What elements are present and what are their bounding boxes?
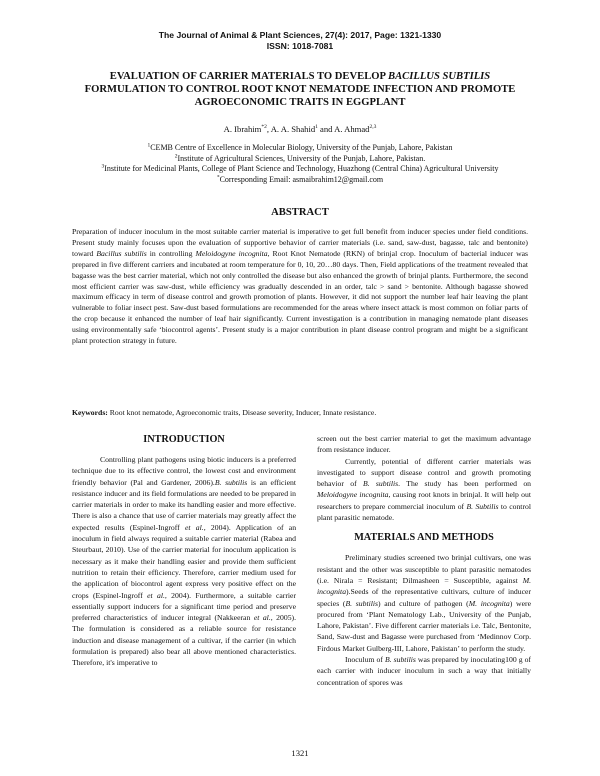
title-part-2: FORMULATION TO CONTROL ROOT KNOT NEMATODE INFECTION AND PROMOTE AGROECONOMIC TRAITS IN EGGPLANT <box>84 84 516 108</box>
intro-italic-4: et al., <box>253 613 273 623</box>
affiliation-1-text: CEMB Centre of Excellence in Molecular Biology, University of the Punjab, Lahore, Pakistan <box>150 143 453 152</box>
author-1: A. Ibrahim <box>223 124 262 134</box>
keywords-text: Root knot nematode, Agroeconomic traits, Disease severity, Inducer, Innate resistance. <box>109 408 377 417</box>
intro-text-5: 2005). The formulation is considered as a reliable source for resistance induction and disease management of a cultivar, if the carrier (in which formulation is prepared) also bear all above mentioned characteristics. Therefore, it's imperative to <box>72 613 297 668</box>
keywords <box>72 408 528 417</box>
journal-citation: The Journal of Animal & Plant Sciences, 27(4): 2017, Page: 1321-1330 <box>158 30 442 40</box>
affiliation-3 <box>40 164 560 175</box>
intro-italic-3: et al., <box>147 590 167 600</box>
corresponding-text: Corresponding Email: asmaibrahim12@gmail.com <box>219 174 384 184</box>
intro-italic-2: et al., <box>184 522 206 532</box>
methods2-text-2: was prepared by inoculating100 g of each carrier with inducer inoculum in such a way that initially concentration of spores was <box>317 655 531 687</box>
intro2-italic-2: Meloidogyne incognita <box>317 490 389 500</box>
author-list <box>0 124 600 134</box>
corresponding-sup: * <box>216 174 220 181</box>
intro-continuation: screen out the best carrier material to get the maximum advantage from resistance inducer. <box>317 434 531 455</box>
introduction-paragraph <box>72 454 296 669</box>
left-column <box>72 433 296 669</box>
affiliation-2-sup: 2 <box>174 152 178 159</box>
author-3-sup: 2,3 <box>369 124 377 131</box>
methods-heading: MATERIALS AND METHODS <box>354 532 494 544</box>
methods1-italic-3: M. incognita <box>468 598 510 608</box>
author-2: A. A. Shahid <box>270 124 316 134</box>
journal-issn: ISSN: 1018-7081 <box>266 41 334 51</box>
intro2-text-3: , causing root knots in brinjal. It will help out researchers to prepare commercial inoculum of <box>317 490 531 511</box>
methods1-text-2: ).Seeds of the representative cultivars, culture of inducer species ( <box>317 587 531 608</box>
abstract-species-2: Meloidogyne incognita, <box>195 248 270 258</box>
author-3: A. Ahmad <box>334 124 370 134</box>
affiliation-1-sup: 1 <box>147 142 151 149</box>
intro2-italic-3: B. Subtilis <box>466 501 499 511</box>
methods1-italic-2: B. subtilis <box>345 598 379 608</box>
methods2-text-1: Inoculum of <box>345 655 383 665</box>
abstract-heading: ABSTRACT <box>271 207 329 218</box>
introduction-heading: INTRODUCTION <box>143 434 225 445</box>
methods1-text-3: ) and culture of pathogen ( <box>378 598 469 608</box>
methods1-text-4: ) were procured from ‘Plant Nematology Lab., University of the Punjab, Lahore, Pakistan’. Five different carrier materials i.e. Talc, Bentonite, Sand, Saw-dust and Bagasse were purchased from ‘Medinnov Corp. Firdous Market Gulberg-III, Lahore, Pakistan’ to perform the study. <box>317 598 531 653</box>
methods2-italic-1: B. subtilis <box>384 655 416 665</box>
intro-text-4: 2004). Furthermore, a suitable carrier essentially support inducers for a significant time period and preserve preferred characteristics of inducer integral (Nakkeeran <box>72 590 297 623</box>
intro2-italic-1: B. subtilis <box>362 479 399 489</box>
intro-text-1: Controlling plant pathogens using biotic inducers is a preferred technique due to its effective control, the lowest cost and environment friendly behavior (Pal and Gardener, 2006). <box>72 455 296 487</box>
intro2-text-1: Currently, potential of different carrier materials was investigated to support disease control and growth promoting behavior of <box>317 456 531 489</box>
intro-paragraph-2 <box>317 456 531 524</box>
title-part-1: EVALUATION OF CARRIER MATERIALS TO DEVELOP <box>109 71 386 82</box>
author-1-sup: *2 <box>261 124 267 131</box>
abstract-body <box>72 227 528 347</box>
methods-paragraph-2 <box>317 654 531 688</box>
affiliation-3-sup: 3 <box>101 163 105 170</box>
intro-italic-1: B. subtilis <box>214 477 248 487</box>
abstract-text-1: Preparation of inducer inoculum in the most suitable carrier material is imperative to get full benefit from inducer species under field conditions. Present study mainly focuses upon the evaluation of supportive behavior of carrier materials (i.e. sand, saw-dust, bagasse, talc and bentonite) toward <box>72 227 528 258</box>
paper-title <box>60 70 540 109</box>
author-separator-1: , <box>266 124 270 134</box>
journal-header <box>0 30 600 52</box>
methods1-text-1: Preliminary studies screened two brinjal cultivars, one was resistant and the other was susceptible to plant parasitic nematodes (i.e. Nirala = Resistant; Dilmasheen = Susceptible, against <box>317 553 531 585</box>
methods1-italic-1: M. incognita <box>317 575 532 597</box>
abstract-text-2: in controlling <box>149 248 193 258</box>
affiliation-2-text: Institute of Agricultural Sciences, University of the Punjab, Lahore, Pakistan. <box>177 153 426 163</box>
page-number: 1321 <box>291 748 309 758</box>
intro2-text-4: to control plant parasitic nematode. <box>317 501 531 523</box>
corresponding-email <box>40 175 560 186</box>
affiliation-3-text: Institute for Medicinal Plants, College of Plant Science and Technology, Huazhong (Central China) Agricultural University <box>104 164 499 174</box>
abstract-text-3: Root Knot Nematode (RKN) of brinjal crop. Inoculum of bacterial inducer was prepared in five different carriers and incubated at room temperature for 0, 10, 20…80 days. Then, Field applications of the treatment revealed that bagasse was the best carrier material, which not only controlled the disease but also enhanced the growth of brinjal plants. Furthermore, the second most efficient carrier was saw-dust, while efficiency was gradually descended in an order, talc > sand > bentonite. Although bagasse showed maximum efficacy in term of disease control and growth promotion of plants. However, it did not support the number leaf hair leaving the plant vulnerable to foliar insect pest. Saw-dust based formulations are recommended for the areas where insect attack is most common on foliar parts of the crop because it enhanced the number of leaf hair significantly. Current investigation is a contribution in managing nematode plant diseases using environmentally safe ‘biocontrol agents’. Present study is a major contribution in plant disease control program and might be a significant plant protection strategy in future. <box>72 248 529 346</box>
intro-text-3: 2004). Application of an inoculum in field always required a suitable carrier material (Rabea and Steurbaut, 2010). Use of the carrier material for inoculum application is necessary as it make their handling easier and provide them sufficient nutrition to retain their efficiency. Therefore, carrier medium used for the application of biocontrol agent express very positive effect on the crops (Espinel-Ingroff <box>72 522 297 600</box>
affiliation-2 <box>40 154 560 165</box>
title-italic: BACILLUS SUBTILIS <box>388 71 491 82</box>
author-2-sup: 1 <box>315 124 318 131</box>
intro2-text-2: . The study has been performed on <box>398 479 532 489</box>
affiliations <box>40 143 560 185</box>
intro-text-2: is an efficient resistance inducer and its field formulations are needed to be prepared in carrier materials in order to make its handling easier and more effective. There is also a chance that use of carrier materials may greatly affect the expected results (Espinel-Ingroff <box>72 477 296 532</box>
author-separator-2: and <box>320 124 333 134</box>
abstract-species-1: Bacillus subtilis <box>96 248 147 258</box>
keywords-label: Keywords: <box>72 408 108 417</box>
methods-paragraph-1 <box>317 552 531 654</box>
right-column <box>317 433 531 688</box>
affiliation-1 <box>40 143 560 154</box>
